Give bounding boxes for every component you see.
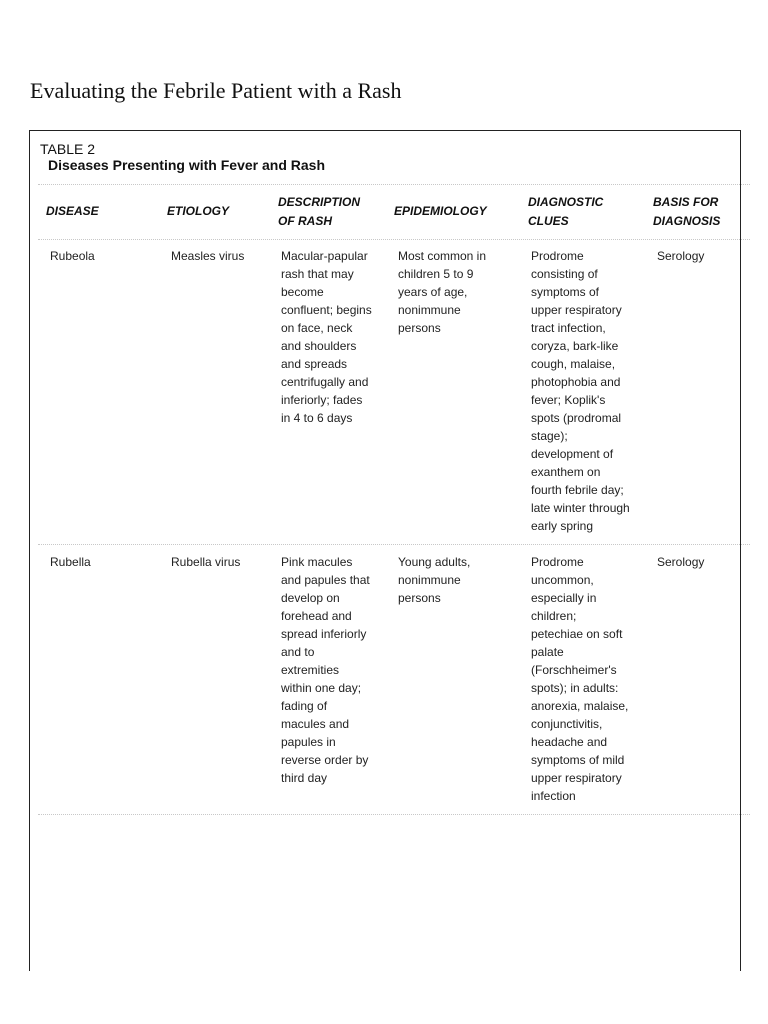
cell-epidemiology: Most common in children 5 to 9 years of age, nonimmune persons xyxy=(398,249,487,335)
header-diagnostic-clues: DIAGNOSTIC CLUES xyxy=(528,195,604,228)
page-title: Evaluating the Febrile Patient with a Rash xyxy=(30,78,402,103)
table-caption: Diseases Presenting with Fever and Rash xyxy=(48,157,325,173)
row-divider xyxy=(38,814,750,815)
cell-basis: Serology xyxy=(657,555,705,569)
header-bottom-rule xyxy=(38,239,750,240)
cell-description: Pink macules and papules that develop on forehead and spread inferiorly and to extremities within one day; fading of macules and papules in reverse order by third day xyxy=(281,555,370,785)
cell-epidemiology: Young adults, nonimmune persons xyxy=(398,555,471,605)
cell-disease: Rubeola xyxy=(50,249,95,263)
header-description-of-rash: DESCRIPTION OF RASH xyxy=(278,195,361,228)
cell-diagnostic-clues: Prodrome consisting of symptoms of upper respiratory tract infection, coryza, bark-like cough, malaise, photophobia and fever; Koplik's spots (prodromal stage); development of exanthem on fourth febrile day; late winter through early spring xyxy=(531,249,630,533)
header-disease: DISEASE xyxy=(46,204,99,218)
cell-basis: Serology xyxy=(657,249,705,263)
table-label: TABLE 2 xyxy=(40,141,95,157)
header-epidemiology: EPIDEMIOLOGY xyxy=(394,204,487,218)
cell-description: Macular-papular rash that may become confluent; begins on face, neck and shoulders and spreads centrifugally and inferiorly; fades in 4 to 6 days xyxy=(281,249,372,425)
header-etiology: ETIOLOGY xyxy=(167,204,230,218)
cell-disease: Rubella xyxy=(50,555,91,569)
cell-diagnostic-clues: Prodrome uncommon, especially in children; petechiae on soft palate (Forschheimer's spots); in adults: anorexia, malaise, conjunctivitis, headache and symptoms of mild upper respiratory infection xyxy=(531,555,629,803)
header-top-rule xyxy=(38,184,750,185)
header-basis-for-diagnosis: BASIS FOR DIAGNOSIS xyxy=(653,195,721,228)
cell-etiology: Rubella virus xyxy=(171,555,241,569)
cell-etiology: Measles virus xyxy=(171,249,245,263)
row-divider xyxy=(38,544,750,545)
